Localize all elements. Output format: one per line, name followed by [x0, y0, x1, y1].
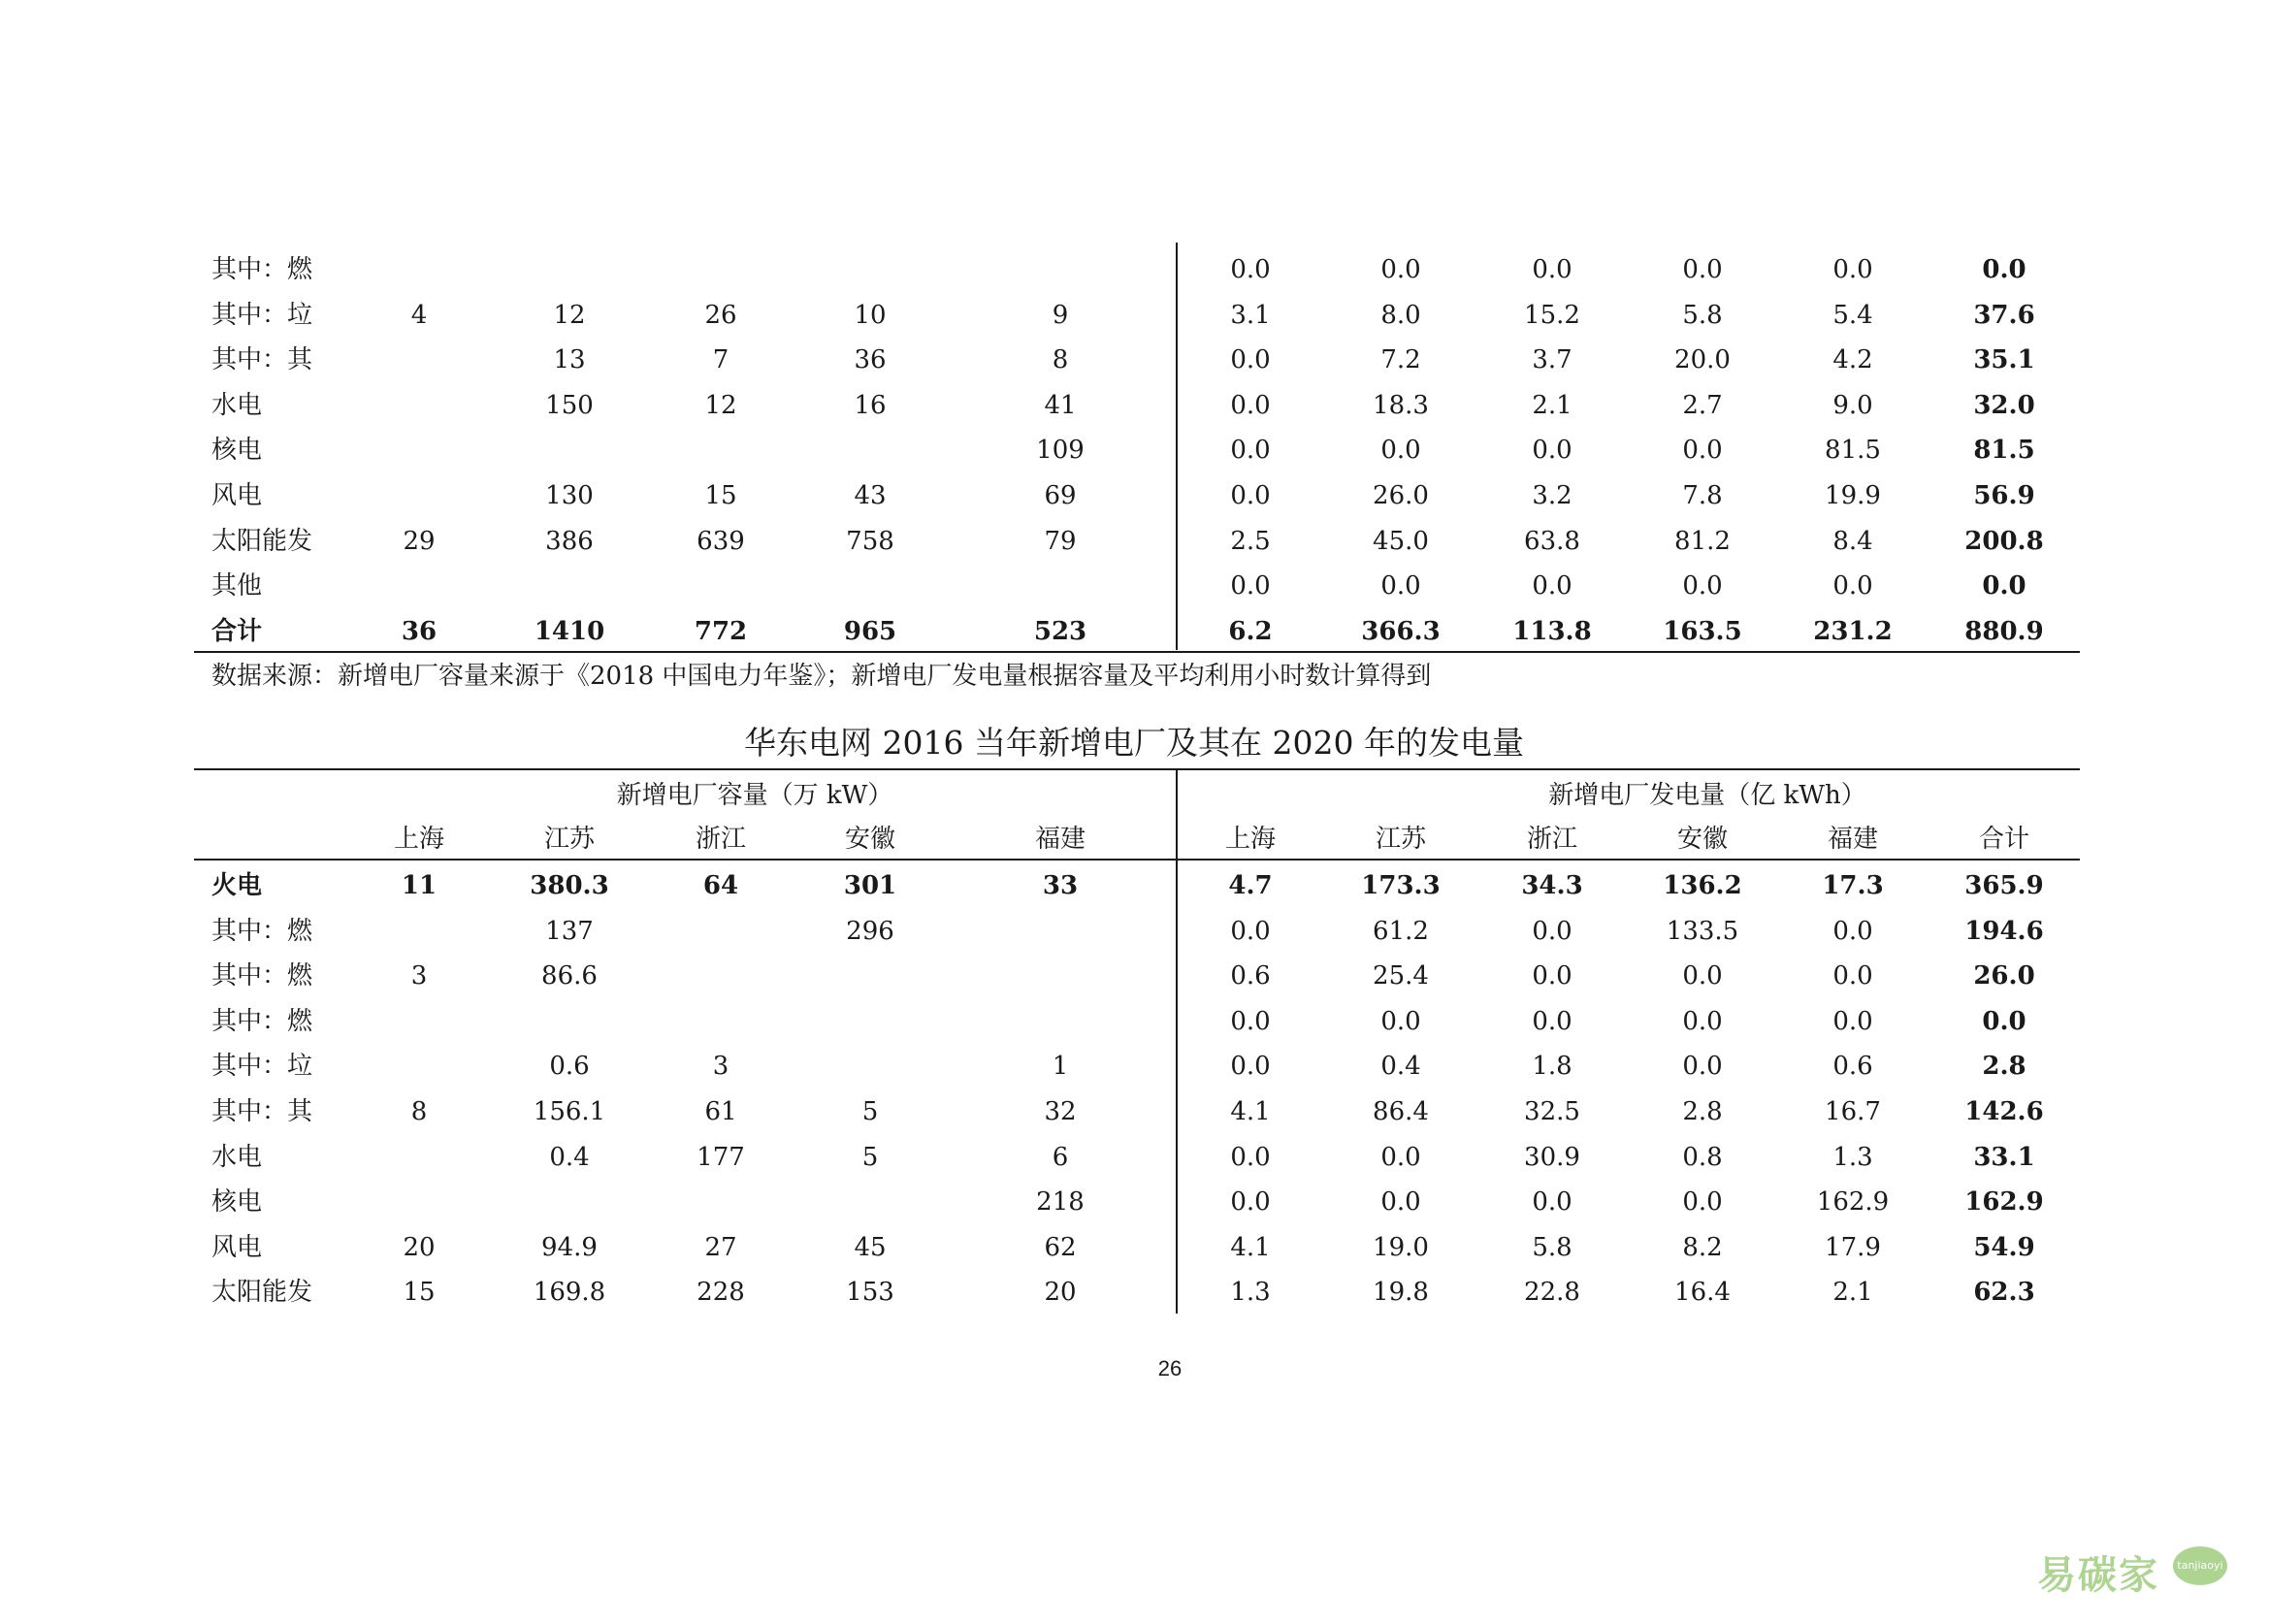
capacity-cell: 5: [861, 1142, 879, 1172]
capacity-cell: 79: [1044, 526, 1077, 556]
vertical-divider: [1176, 770, 1178, 1314]
generation-cell: 0.0: [1230, 1187, 1271, 1218]
capacity-cell: 33: [1042, 871, 1079, 900]
row-label: 其中：燃: [211, 1006, 313, 1036]
generation-cell: 8.2: [1682, 1232, 1723, 1262]
capacity-cell: 153: [846, 1278, 894, 1308]
generation-cell: 0.0: [1532, 1187, 1572, 1218]
generation-cell: 1.3: [1230, 1278, 1271, 1308]
generation-cell: 37.6: [1973, 300, 2035, 330]
generation-cell: 200.8: [1964, 526, 2044, 556]
column-header: 安徽: [844, 825, 896, 854]
row-label: 核电: [211, 1187, 263, 1218]
header-bottom-rule: [194, 859, 2080, 861]
row-label: 其中：其: [211, 1097, 313, 1126]
capacity-cell: 64: [702, 871, 739, 900]
generation-cell: 0.0: [1532, 1006, 1572, 1036]
watermark-logo: [2037, 1541, 2231, 1610]
capacity-cell: 36: [854, 345, 887, 375]
generation-cell: 17.3: [1822, 871, 1884, 900]
generation-cell: 136.2: [1663, 871, 1742, 900]
generation-cell: 26.0: [1973, 961, 2035, 991]
capacity-cell: 36: [401, 616, 438, 646]
generation-cell: 3.2: [1532, 481, 1572, 510]
generation-cell: 5.8: [1682, 300, 1723, 330]
generation-cell: 162.9: [1816, 1187, 1890, 1218]
generation-cell: 0.0: [1682, 571, 1723, 601]
generation-cell: 2.8: [1982, 1052, 2026, 1082]
generation-cell: 4.1: [1230, 1097, 1271, 1126]
generation-cell: 0.0: [1832, 916, 1873, 946]
generation-cell: 0.0: [1380, 255, 1421, 284]
capacity-cell: 13: [553, 345, 586, 375]
generation-cell: 0.0: [1532, 916, 1572, 946]
generation-cell: 0.0: [1532, 961, 1572, 991]
capacity-cell: 32: [1044, 1097, 1077, 1126]
generation-cell: 0.0: [1682, 1187, 1723, 1218]
row-label: 火电: [211, 871, 263, 900]
capacity-cell: 26: [704, 300, 737, 330]
generation-cell: 133.5: [1666, 916, 1739, 946]
generation-cell: 231.2: [1813, 616, 1893, 646]
generation-cell: 4.7: [1228, 871, 1273, 900]
capacity-cell: 29: [403, 526, 436, 556]
capacity-cell: 380.3: [530, 871, 609, 900]
column-header: 上海: [1224, 825, 1277, 854]
generation-cell: 5.4: [1832, 300, 1873, 330]
generation-cell: 4.2: [1832, 345, 1873, 375]
capacity-cell: 12: [553, 300, 586, 330]
generation-cell: 18.3: [1373, 390, 1429, 420]
generation-cell: 0.0: [1380, 1187, 1421, 1218]
row-label: 其中：垃: [211, 300, 313, 330]
column-header: 江苏: [543, 825, 596, 854]
generation-cell: 20.0: [1674, 345, 1731, 375]
row-label: 其他: [211, 571, 263, 601]
generation-cell: 0.0: [1832, 1006, 1873, 1036]
capacity-cell: 3: [410, 961, 428, 991]
row-label: 其中：燃: [211, 255, 313, 284]
capacity-cell: 8: [1052, 345, 1069, 375]
capacity-cell: 169.8: [533, 1278, 606, 1308]
capacity-cell: 965: [843, 616, 897, 646]
generation-cell: 163.5: [1663, 616, 1742, 646]
table-title: 华东电网 2016 当年新增电厂及其在 2020 年的发电量: [744, 724, 1524, 762]
generation-cell: 61.2: [1373, 916, 1429, 946]
generation-cell: 81.5: [1973, 436, 2035, 466]
row-label: 太阳能发: [211, 1278, 313, 1308]
generation-cell: 2.7: [1682, 390, 1723, 420]
generation-cell: 173.3: [1361, 871, 1441, 900]
generation-cell: 0.0: [1532, 571, 1572, 601]
generation-cell: 0.0: [1832, 255, 1873, 284]
capacity-cell: 639: [697, 526, 745, 556]
capacity-cell: 150: [545, 390, 594, 420]
generation-cell: 25.4: [1373, 961, 1429, 991]
capacity-cell: 94.9: [541, 1232, 598, 1262]
capacity-cell: 3: [712, 1052, 729, 1082]
generation-cell: 3.1: [1230, 300, 1271, 330]
generation-cell: 56.9: [1973, 481, 2035, 510]
capacity-cell: 41: [1044, 390, 1077, 420]
generation-cell: 3.7: [1532, 345, 1572, 375]
generation-cell: 366.3: [1361, 616, 1441, 646]
generation-cell: 0.4: [1380, 1052, 1421, 1082]
generation-cell: 0.0: [1230, 481, 1271, 510]
column-header: 安徽: [1676, 825, 1729, 854]
generation-cell: 0.0: [1982, 255, 2026, 284]
capacity-cell: 69: [1044, 481, 1077, 510]
generation-cell: 0.0: [1832, 961, 1873, 991]
source-note: 数据来源：新增电厂容量来源于《2018 中国电力年鉴》；新增电厂发电量根据容量及平均利用小时数计算得到: [211, 662, 1432, 691]
generation-cell: 0.0: [1682, 1052, 1723, 1082]
row-label: 水电: [211, 1142, 263, 1172]
capacity-cell: 137: [545, 916, 594, 946]
generation-cell: 7.2: [1380, 345, 1421, 375]
capacity-cell: 177: [697, 1142, 745, 1172]
generation-cell: 113.8: [1512, 616, 1592, 646]
watermark-text: 易碳家: [2037, 1553, 2159, 1598]
generation-cell: 0.0: [1230, 390, 1271, 420]
generation-cell: 6.2: [1228, 616, 1273, 646]
column-header: 浙江: [1526, 825, 1578, 854]
generation-cell: 54.9: [1973, 1232, 2035, 1262]
generation-cell: 26.0: [1373, 481, 1429, 510]
generation-cell: 365.9: [1964, 871, 2044, 900]
capacity-cell: 6: [1052, 1142, 1069, 1172]
page-number: 26: [1157, 1356, 1183, 1380]
row-label: 风电: [211, 1232, 263, 1262]
capacity-cell: 758: [846, 526, 894, 556]
capacity-cell: 156.1: [533, 1097, 606, 1126]
generation-cell: 16.4: [1674, 1278, 1731, 1308]
generation-cell: 45.0: [1373, 526, 1429, 556]
row-label: 其中：垃: [211, 1052, 313, 1082]
generation-cell: 0.0: [1230, 1052, 1271, 1082]
generation-cell: 0.0: [1982, 571, 2026, 601]
capacity-cell: 130: [545, 481, 594, 510]
generation-cell: 162.9: [1964, 1187, 2044, 1218]
generation-cell: 5.8: [1532, 1232, 1572, 1262]
generation-cell: 0.0: [1982, 1006, 2026, 1036]
capacity-cell: 228: [697, 1278, 745, 1308]
capacity-cell: 43: [854, 481, 887, 510]
capacity-cell: 218: [1036, 1187, 1085, 1218]
generation-cell: 0.0: [1230, 255, 1271, 284]
capacity-cell: 20: [1044, 1278, 1077, 1308]
generation-cell: 0.0: [1380, 571, 1421, 601]
generation-cell: 2.5: [1230, 526, 1271, 556]
capacity-cell: 16: [854, 390, 887, 420]
generation-cell: 0.0: [1682, 255, 1723, 284]
column-header: 江苏: [1375, 825, 1427, 854]
capacity-cell: 15: [704, 481, 737, 510]
capacity-cell: 4: [410, 300, 428, 330]
generation-cell: 0.0: [1682, 961, 1723, 991]
capacity-cell: 386: [545, 526, 594, 556]
capacity-cell: 523: [1033, 616, 1087, 646]
column-header: 浙江: [695, 825, 747, 854]
generation-cell: 8.4: [1832, 526, 1873, 556]
capacity-cell: 7: [712, 345, 729, 375]
generation-cell: 35.1: [1973, 345, 2035, 375]
capacity-cell: 9: [1052, 300, 1069, 330]
capacity-header: 新增电厂容量（万 kW）: [616, 781, 893, 810]
generation-cell: 19.0: [1373, 1232, 1429, 1262]
generation-cell: 4.1: [1230, 1232, 1271, 1262]
generation-cell: 0.0: [1230, 345, 1271, 375]
capacity-cell: 11: [401, 871, 438, 900]
capacity-cell: 86.6: [541, 961, 598, 991]
generation-cell: 22.8: [1524, 1278, 1580, 1308]
generation-cell: 0.0: [1380, 1006, 1421, 1036]
capacity-cell: 10: [854, 300, 887, 330]
capacity-cell: 62: [1044, 1232, 1077, 1262]
generation-cell: 880.9: [1964, 616, 2044, 646]
capacity-cell: 45: [854, 1232, 887, 1262]
generation-cell: 63.8: [1524, 526, 1580, 556]
generation-cell: 0.0: [1230, 571, 1271, 601]
generation-cell: 32.0: [1973, 390, 2035, 420]
generation-cell: 194.6: [1964, 916, 2044, 946]
row-label: 核电: [211, 436, 263, 466]
generation-cell: 0.0: [1380, 436, 1421, 466]
row-label: 合计: [211, 616, 263, 646]
header-top-rule: [194, 768, 2080, 770]
generation-cell: 0.0: [1682, 1006, 1723, 1036]
generation-cell: 142.6: [1964, 1097, 2044, 1126]
capacity-cell: 772: [694, 616, 748, 646]
generation-cell: 0.0: [1230, 916, 1271, 946]
watermark-badge: tanjiaoyi .com: [2173, 1546, 2227, 1585]
capacity-cell: 109: [1036, 436, 1085, 466]
capacity-cell: 8: [410, 1097, 428, 1126]
generation-cell: 8.0: [1380, 300, 1421, 330]
capacity-cell: 27: [704, 1232, 737, 1262]
capacity-cell: 0.4: [549, 1142, 590, 1172]
generation-cell: 81.2: [1674, 526, 1731, 556]
generation-cell: 30.9: [1524, 1142, 1580, 1172]
capacity-cell: 5: [861, 1097, 879, 1126]
generation-cell: 2.1: [1832, 1278, 1873, 1308]
generation-cell: 0.0: [1230, 436, 1271, 466]
capacity-cell: 1: [1052, 1052, 1069, 1082]
generation-cell: 2.1: [1532, 390, 1572, 420]
column-header: 福建: [1034, 825, 1086, 854]
generation-cell: 0.0: [1532, 436, 1572, 466]
column-header: 福建: [1827, 825, 1879, 854]
generation-cell: 81.5: [1825, 436, 1881, 466]
generation-cell: 0.8: [1682, 1142, 1723, 1172]
column-header: 上海: [393, 825, 445, 854]
generation-cell: 34.3: [1521, 871, 1583, 900]
row-label: 太阳能发: [211, 526, 313, 556]
row-label: 其中：其: [211, 345, 313, 375]
generation-cell: 0.0: [1832, 571, 1873, 601]
row-label: 其中：燃: [211, 961, 313, 991]
capacity-cell: 12: [704, 390, 737, 420]
generation-cell: 86.4: [1373, 1097, 1429, 1126]
generation-cell: 0.6: [1832, 1052, 1873, 1082]
capacity-cell: 61: [704, 1097, 737, 1126]
generation-cell: 16.7: [1825, 1097, 1881, 1126]
row-label: 其中：燃: [211, 916, 313, 946]
generation-cell: 0.0: [1682, 436, 1723, 466]
generation-cell: 0.0: [1380, 1142, 1421, 1172]
capacity-cell: 1410: [534, 616, 605, 646]
generation-cell: 7.8: [1682, 481, 1723, 510]
generation-cell: 19.9: [1825, 481, 1881, 510]
generation-cell: 15.2: [1524, 300, 1580, 330]
row-label: 水电: [211, 390, 263, 420]
column-header: 合计: [1978, 825, 2030, 854]
capacity-cell: 301: [843, 871, 897, 900]
generation-cell: 1.3: [1832, 1142, 1873, 1172]
row-label: 风电: [211, 481, 263, 510]
generation-cell: 0.0: [1230, 1006, 1271, 1036]
capacity-cell: 20: [403, 1232, 436, 1262]
generation-cell: 0.0: [1230, 1142, 1271, 1172]
generation-cell: 17.9: [1825, 1232, 1881, 1262]
generation-cell: 1.8: [1532, 1052, 1572, 1082]
generation-cell: 19.8: [1373, 1278, 1429, 1308]
generation-cell: 32.5: [1524, 1097, 1580, 1126]
generation-cell: 9.0: [1832, 390, 1873, 420]
generation-header: 新增电厂发电量（亿 kWh）: [1548, 781, 1866, 810]
generation-cell: 0.0: [1532, 255, 1572, 284]
generation-cell: 0.6: [1230, 961, 1271, 991]
generation-cell: 62.3: [1973, 1278, 2035, 1308]
generation-cell: 33.1: [1973, 1142, 2035, 1172]
capacity-cell: 296: [846, 916, 894, 946]
generation-cell: 2.8: [1682, 1097, 1723, 1126]
capacity-cell: 15: [403, 1278, 436, 1308]
capacity-cell: 0.6: [549, 1052, 590, 1082]
